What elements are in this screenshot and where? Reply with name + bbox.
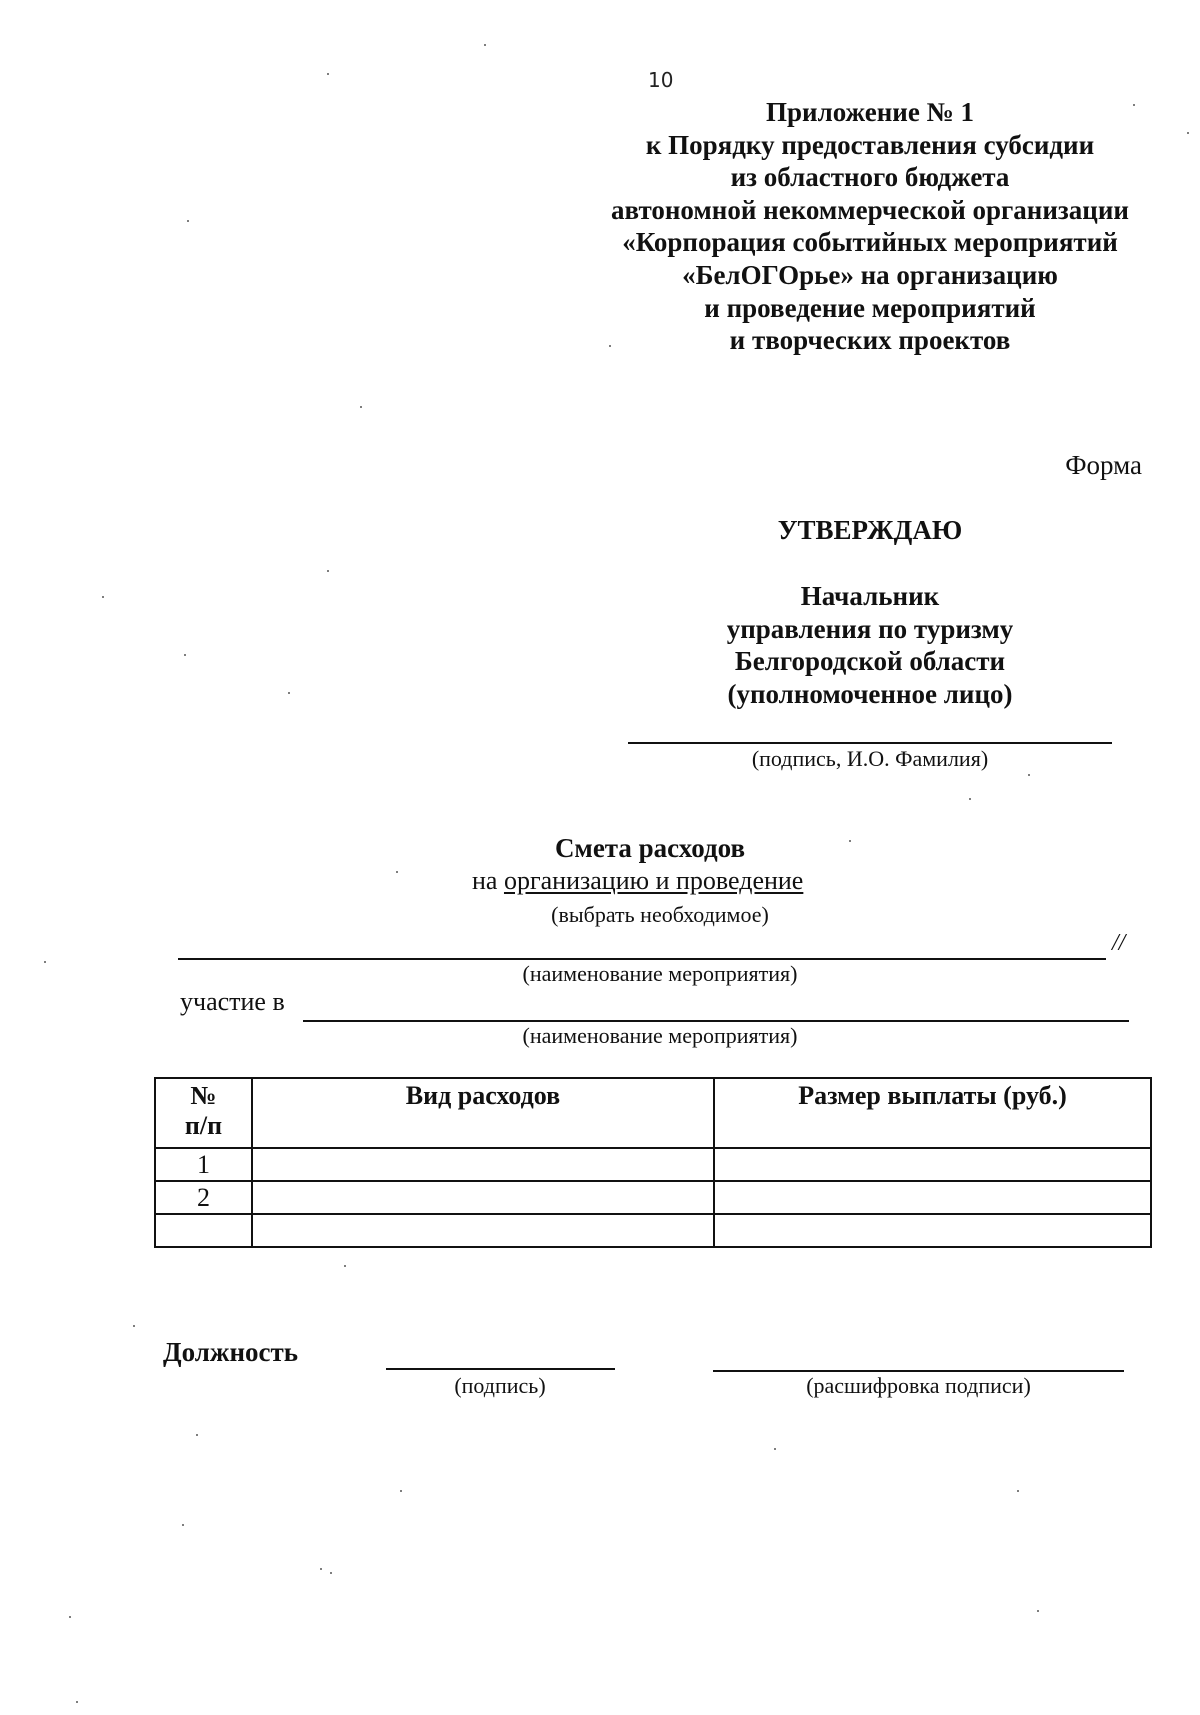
page-number: 10 xyxy=(648,68,674,92)
scan-speck xyxy=(609,345,611,347)
row-payment-amount[interactable] xyxy=(714,1214,1151,1247)
choose-hint: (выбрать необходимое) xyxy=(551,902,769,927)
scan-speck xyxy=(969,798,971,800)
scan-speck xyxy=(1133,104,1135,106)
header-number xyxy=(155,1078,252,1148)
appendix-line: из областного бюджета xyxy=(730,162,1010,193)
table-header-row xyxy=(155,1078,1151,1148)
scan-speck xyxy=(360,406,362,408)
scan-speck xyxy=(327,73,329,75)
appendix-heading xyxy=(580,96,1160,357)
appendix-line: и творческих проектов xyxy=(729,325,1011,356)
scan-speck xyxy=(484,44,486,46)
signature-line[interactable] xyxy=(386,1368,615,1370)
estimate-title: Смета расходов xyxy=(554,833,746,863)
scan-speck xyxy=(184,654,186,656)
row-number xyxy=(155,1214,252,1247)
appendix-line: к Порядку предоставления субсидии xyxy=(645,129,1095,160)
header-payment-amount: Размер выплаты (руб.) xyxy=(714,1078,1151,1148)
signature-decoding-line[interactable] xyxy=(713,1370,1124,1372)
scan-speck xyxy=(187,220,189,222)
scan-speck xyxy=(396,871,398,873)
approval-title: УТВЕРЖДАЮ xyxy=(777,515,963,545)
position-label: Должность xyxy=(163,1337,299,1367)
scan-speck xyxy=(344,1265,346,1267)
scan-speck xyxy=(69,1616,71,1618)
appendix-line: «Корпорация событийных мероприятий xyxy=(622,227,1118,258)
signature-caption: (подпись) xyxy=(454,1373,546,1398)
appendix-line: и проведение мероприятий xyxy=(704,292,1036,323)
signer-line: Начальник xyxy=(800,581,940,611)
scan-speck xyxy=(76,1701,78,1703)
scan-speck xyxy=(1017,1490,1019,1492)
scan-speck xyxy=(102,596,104,598)
scan-speck xyxy=(1028,774,1030,776)
slashes-mark: // xyxy=(1112,930,1126,956)
row-number: 1 xyxy=(155,1148,252,1181)
approval-signer xyxy=(620,580,1120,710)
table-row xyxy=(155,1214,1151,1247)
scan-speck xyxy=(330,1572,332,1574)
scan-speck xyxy=(44,961,46,963)
row-number: 2 xyxy=(155,1181,252,1214)
scan-speck xyxy=(849,840,851,842)
scan-speck xyxy=(1037,1610,1039,1612)
row-expense-kind[interactable] xyxy=(252,1181,714,1214)
scan-speck xyxy=(133,1325,135,1327)
signer-line: Белгородской области xyxy=(734,646,1006,677)
header-number-abbr: п/п xyxy=(184,1111,223,1140)
scan-speck xyxy=(327,570,329,572)
approval-signature-caption: (подпись, И.О. Фамилия) xyxy=(751,746,989,771)
scan-speck xyxy=(400,1490,402,1492)
scan-speck xyxy=(182,1524,184,1526)
header-number-sign: № xyxy=(190,1081,217,1110)
signer-line: (уполномоченное лицо) xyxy=(727,678,1013,709)
appendix-line: «БелОГОрье» на организацию xyxy=(682,259,1058,290)
participation-label: участие в xyxy=(180,987,285,1016)
scan-speck xyxy=(320,1568,322,1570)
table-row xyxy=(155,1181,1151,1214)
scan-speck xyxy=(774,1448,776,1450)
estimate-selected-option[interactable]: организацию и проведение xyxy=(503,866,804,895)
appendix-line: Приложение № 1 xyxy=(766,97,974,127)
estimate-purpose xyxy=(472,866,803,896)
table-row xyxy=(155,1148,1151,1181)
scan-speck xyxy=(196,1434,198,1436)
row-expense-kind[interactable] xyxy=(252,1214,714,1247)
form-label: Форма xyxy=(1065,450,1142,480)
participation-line[interactable] xyxy=(303,1020,1129,1022)
signature-decoding-caption: (расшифровка подписи) xyxy=(806,1373,1031,1398)
estimate-prefix: на xyxy=(472,866,498,895)
row-payment-amount[interactable] xyxy=(714,1181,1151,1214)
scan-speck xyxy=(1187,132,1189,134)
appendix-line: автономной некоммерческой организации xyxy=(611,194,1129,225)
approval-signature-line[interactable] xyxy=(628,742,1112,744)
event-name-line[interactable] xyxy=(178,958,1106,960)
scan-speck xyxy=(288,692,290,694)
signer-line: управления по туризму xyxy=(726,613,1014,644)
expenses-table xyxy=(154,1077,1152,1248)
row-payment-amount[interactable] xyxy=(714,1148,1151,1181)
header-expense-kind: Вид расходов xyxy=(252,1078,714,1148)
event-name-caption: (наименование мероприятия) xyxy=(522,961,798,986)
row-expense-kind[interactable] xyxy=(252,1148,714,1181)
participation-caption: (наименование мероприятия) xyxy=(522,1023,798,1048)
